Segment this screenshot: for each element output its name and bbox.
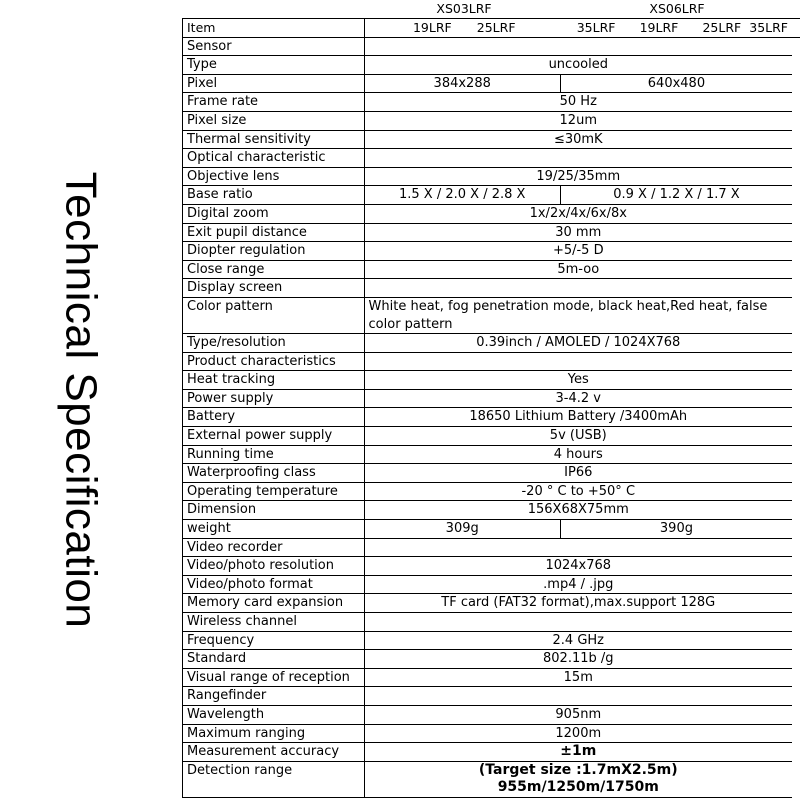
- item-header: Item: [183, 19, 365, 38]
- spec-row: [183, 352, 800, 371]
- spec-value: ±1m: [364, 743, 792, 762]
- spec-row: [183, 223, 800, 242]
- model-b-label: XS06LRF: [649, 1, 705, 16]
- spec-row: [183, 724, 800, 743]
- spec-row: [183, 501, 800, 520]
- spec-value: 1200m: [364, 724, 792, 743]
- variant-label: 19LRF: [364, 19, 456, 38]
- spec-label: Frame rate: [183, 93, 365, 112]
- spec-value: 1024x768: [364, 557, 792, 576]
- spec-row: [183, 668, 800, 687]
- spec-label: Product characteristics: [183, 352, 365, 371]
- spec-label: Wavelength: [183, 705, 365, 724]
- spec-value: Yes: [364, 371, 792, 390]
- spec-value: uncooled: [364, 56, 792, 75]
- spec-section-blank: [364, 352, 792, 371]
- spec-row: [183, 56, 800, 75]
- spec-section-blank: [364, 687, 792, 706]
- variant-header-row: [183, 19, 800, 38]
- spec-label: Type/resolution: [183, 334, 365, 353]
- spec-label: Optical characteristic: [183, 149, 365, 168]
- spec-row: [183, 389, 800, 408]
- spec-section-blank: [364, 149, 792, 168]
- spec-label: Wireless channel: [183, 613, 365, 632]
- spec-row: [183, 520, 800, 539]
- spec-value: 5m-oo: [364, 260, 792, 279]
- spec-label: Waterproofing class: [183, 464, 365, 483]
- spec-row: [183, 149, 800, 168]
- spec-label: Standard: [183, 650, 365, 669]
- detection-ranges: 955m/1250m/1750m: [497, 779, 659, 796]
- spec-value: -20 ° C to +50° C: [364, 482, 792, 501]
- spec-row: [183, 260, 800, 279]
- spec-row: [183, 705, 800, 724]
- spec-label: weight: [183, 520, 365, 539]
- spec-label: Pixel size: [183, 111, 365, 130]
- spec-label: Detection range: [183, 761, 365, 797]
- spec-row: [183, 279, 800, 298]
- spec-sheet: [182, 0, 800, 800]
- spec-label: Sensor: [183, 37, 365, 56]
- spec-label: Video recorder: [183, 538, 365, 557]
- spec-value: White heat, fog penetration mode, black heat,Red heat, false color pattern: [364, 297, 792, 333]
- spec-label: Base ratio: [183, 186, 365, 205]
- spec-value-a: 309g: [364, 520, 560, 539]
- spec-row: [183, 631, 800, 650]
- spec-value: 4 hours: [364, 445, 792, 464]
- spec-value: TF card (FAT32 format),max.support 128G: [364, 594, 792, 613]
- spec-row: [183, 93, 800, 112]
- spec-row: [183, 334, 800, 353]
- spec-row: [183, 37, 800, 56]
- spec-section-blank: [364, 279, 792, 298]
- spec-label: Power supply: [183, 389, 365, 408]
- spec-value: 30 mm: [364, 223, 792, 242]
- spec-label: Video/photo resolution: [183, 557, 365, 576]
- spec-row: [183, 167, 800, 186]
- spec-label: Battery: [183, 408, 365, 427]
- spec-row: [183, 427, 800, 446]
- variant-label: 35LRF: [520, 19, 620, 38]
- spec-value: +5/-5 D: [364, 242, 792, 261]
- spec-value-a: 1.5 X / 2.0 X / 2.8 X: [364, 186, 560, 205]
- spec-row: [183, 297, 800, 333]
- spec-label: Exit pupil distance: [183, 223, 365, 242]
- spec-label: Video/photo format: [183, 575, 365, 594]
- side-title: Technical Specification: [56, 171, 106, 629]
- spec-row: [183, 482, 800, 501]
- spec-row: [183, 130, 800, 149]
- spec-value: .mp4 / .jpg: [364, 575, 792, 594]
- variant-label: 35LRF: [745, 19, 792, 38]
- spec-row: [183, 687, 800, 706]
- spec-value: 156X68X75mm: [364, 501, 792, 520]
- spec-label: Measurement accuracy: [183, 743, 365, 762]
- spec-value: [364, 761, 792, 797]
- spec-label: Diopter regulation: [183, 242, 365, 261]
- spec-value: 19/25/35mm: [364, 167, 792, 186]
- spec-row: [183, 111, 800, 130]
- variant-label: 19LRF: [619, 19, 682, 38]
- spec-label: Dimension: [183, 501, 365, 520]
- spec-label: Objective lens: [183, 167, 365, 186]
- spec-label: Digital zoom: [183, 204, 365, 223]
- spec-row: [183, 186, 800, 205]
- spec-row: [183, 204, 800, 223]
- spec-row: [183, 371, 800, 390]
- spec-value: 50 Hz: [364, 93, 792, 112]
- spec-row: [183, 464, 800, 483]
- spec-value: 3-4.2 v: [364, 389, 792, 408]
- spec-label: Operating temperature: [183, 482, 365, 501]
- spec-label: Type: [183, 56, 365, 75]
- spec-value: ≤30mK: [364, 130, 792, 149]
- header-spacer: [792, 19, 800, 38]
- spec-row: [183, 445, 800, 464]
- spec-section-blank: [364, 37, 792, 56]
- spec-label: Thermal sensitivity: [183, 130, 365, 149]
- spec-label: Memory card expansion: [183, 594, 365, 613]
- spec-label: Rangefinder: [183, 687, 365, 706]
- spec-value: 0.39inch / AMOLED / 1024X768: [364, 334, 792, 353]
- model-a-label: XS03LRF: [436, 1, 492, 16]
- spec-value-b: 0.9 X / 1.2 X / 1.7 X: [560, 186, 792, 205]
- spec-label: Pixel: [183, 74, 365, 93]
- variant-label: 25LRF: [682, 19, 745, 38]
- spec-value: 1x/2x/4x/6x/8x: [364, 204, 792, 223]
- spec-label: Display screen: [183, 279, 365, 298]
- spec-row: [183, 761, 800, 797]
- spec-value: 15m: [364, 668, 792, 687]
- spec-label: Visual range of reception: [183, 668, 365, 687]
- spec-value: 905nm: [364, 705, 792, 724]
- model-header-row: [182, 0, 800, 18]
- spec-row: [183, 408, 800, 427]
- spec-value: IP66: [364, 464, 792, 483]
- spec-label: Running time: [183, 445, 365, 464]
- spec-row: [183, 743, 800, 762]
- spec-row: [183, 242, 800, 261]
- side-title-container: [0, 0, 160, 800]
- spec-row: [183, 557, 800, 576]
- spec-row: [183, 538, 800, 557]
- spec-value: 5v (USB): [364, 427, 792, 446]
- spec-value-b: 390g: [560, 520, 792, 539]
- spec-section-blank: [364, 538, 792, 557]
- spec-row: [183, 650, 800, 669]
- spec-value: 2.4 GHz: [364, 631, 792, 650]
- spec-row: [183, 613, 800, 632]
- spec-value-a: 384x288: [364, 74, 560, 93]
- spec-label: External power supply: [183, 427, 365, 446]
- detection-target-size: (Target size :1.7mX2.5m): [478, 761, 678, 778]
- spec-label: Frequency: [183, 631, 365, 650]
- spec-label: Close range: [183, 260, 365, 279]
- spec-value: 802.11b /g: [364, 650, 792, 669]
- spec-row: [183, 594, 800, 613]
- spec-row: [183, 74, 800, 93]
- spec-value-b: 640x480: [560, 74, 792, 93]
- spec-label: Color pattern: [183, 297, 365, 333]
- spec-label: Maximum ranging: [183, 724, 365, 743]
- spec-table: [182, 18, 800, 798]
- variant-label: 25LRF: [456, 19, 520, 38]
- spec-value: 18650 Lithium Battery /3400mAh: [364, 408, 792, 427]
- spec-row: [183, 575, 800, 594]
- spec-value: 12um: [364, 111, 792, 130]
- spec-section-blank: [364, 613, 792, 632]
- spec-label: Heat tracking: [183, 371, 365, 390]
